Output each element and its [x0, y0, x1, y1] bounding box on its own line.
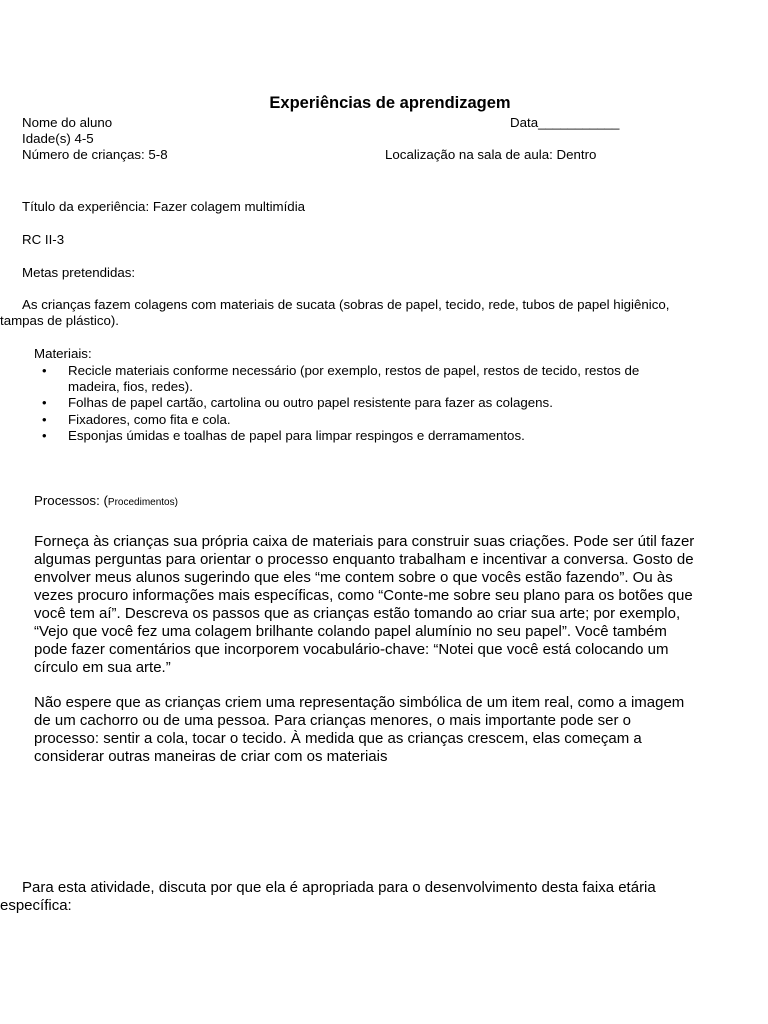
list-item-text: madeira, fios, redes). [68, 379, 193, 395]
goals-text-line: As crianças fazem colagens com materiais de sucata (sobras de papel, tecido, rede, tubos de papel higiênico, [22, 297, 670, 312]
bullet-icon: • [42, 395, 47, 411]
processes-label: Processos: ( [34, 493, 108, 508]
procedure-paragraph-1 [34, 533, 714, 677]
discussion-prompt-line: Para esta atividade, discuta por que ela é apropriada para o desenvolvimento desta faixa etária [22, 879, 656, 896]
classroom-location-label: Localização na sala de aula: Dentro [385, 147, 597, 162]
discussion-prompt-line: específica: [0, 897, 72, 914]
paragraph-line: “Vejo que você fez uma colagem brilhante colando papel alumínio no seu papel”. Você também [34, 623, 667, 640]
list-item [42, 412, 639, 428]
procedure-paragraph-2 [34, 694, 714, 766]
paragraph-line: de um cachorro ou de uma pessoa. Para crianças menores, o mais importante pode ser o [34, 712, 631, 729]
processes-heading [34, 493, 178, 511]
student-name-label: Nome do aluno [22, 115, 113, 130]
paragraph-line: processo: sentir a cola, tocar o tecido. À medida que as crianças crescem, elas começam a [34, 730, 642, 747]
list-item [42, 428, 639, 444]
list-item-text: Folhas de papel cartão, cartolina ou outro papel resistente para fazer as colagens. [68, 395, 553, 411]
list-item-text: Fixadores, como fita e cola. [68, 411, 231, 427]
paragraph-line: envolver meus alunos sugerindo que eles “me contem sobre o que vocês estão fazendo”. Ou às [34, 569, 673, 586]
processes-small-label: Procedimentos) [107, 497, 178, 508]
document-title: Experiências de aprendizagem [269, 94, 511, 112]
paragraph-line: considerar outras maneiras de criar com os materiais [34, 748, 388, 765]
bullet-icon: • [42, 363, 47, 378]
goals-text-line: tampas de plástico). [0, 313, 119, 328]
list-item [42, 395, 639, 411]
bullet-icon: • [42, 427, 47, 443]
paragraph-line: Forneça às crianças sua própria caixa de materiais para construir suas criações. Pode ser útil fazer [34, 533, 695, 550]
bullet-icon: • [42, 411, 47, 427]
paragraph-line: você tem aí”. Descreva os passos que as crianças estão tomando ao criar sua arte; por exemplo, [34, 605, 681, 622]
materials-list [42, 363, 639, 444]
list-item-text: Esponjas úmidas e toalhas de papel para limpar respingos e derramamentos. [68, 427, 525, 443]
goals-label: Metas pretendidas: [22, 265, 136, 280]
rc-code: RC II-3 [22, 232, 65, 247]
materials-label: Materiais: [34, 346, 92, 361]
paragraph-line: círculo em sua arte.” [34, 659, 171, 676]
list-item [42, 363, 639, 395]
paragraph-line: pode fazer comentários que incorporem vocabulário-chave: “Notei que você está colocando um [34, 641, 669, 658]
number-of-children-label: Número de crianças: 5-8 [22, 147, 168, 162]
paragraph-line: algumas perguntas para orientar o processo enquanto trabalham e incentivar a conversa. Gosto de [34, 551, 694, 568]
paragraph-line: Não espere que as crianças criem uma representação simbólica de um item real, como a imagem [34, 694, 685, 711]
list-item-text: Recicle materiais conforme necessário (por exemplo, restos de papel, restos de tecido, restos de [68, 363, 640, 378]
ages-label: Idade(s) 4-5 [22, 131, 94, 146]
paragraph-line: vezes procuro informações mais específicas, como “Conte-me sobre seu plano para os botões que [34, 587, 693, 604]
date-field: Data___________ [510, 115, 620, 130]
experience-title: Título da experiência: Fazer colagem multimídia [22, 199, 306, 214]
